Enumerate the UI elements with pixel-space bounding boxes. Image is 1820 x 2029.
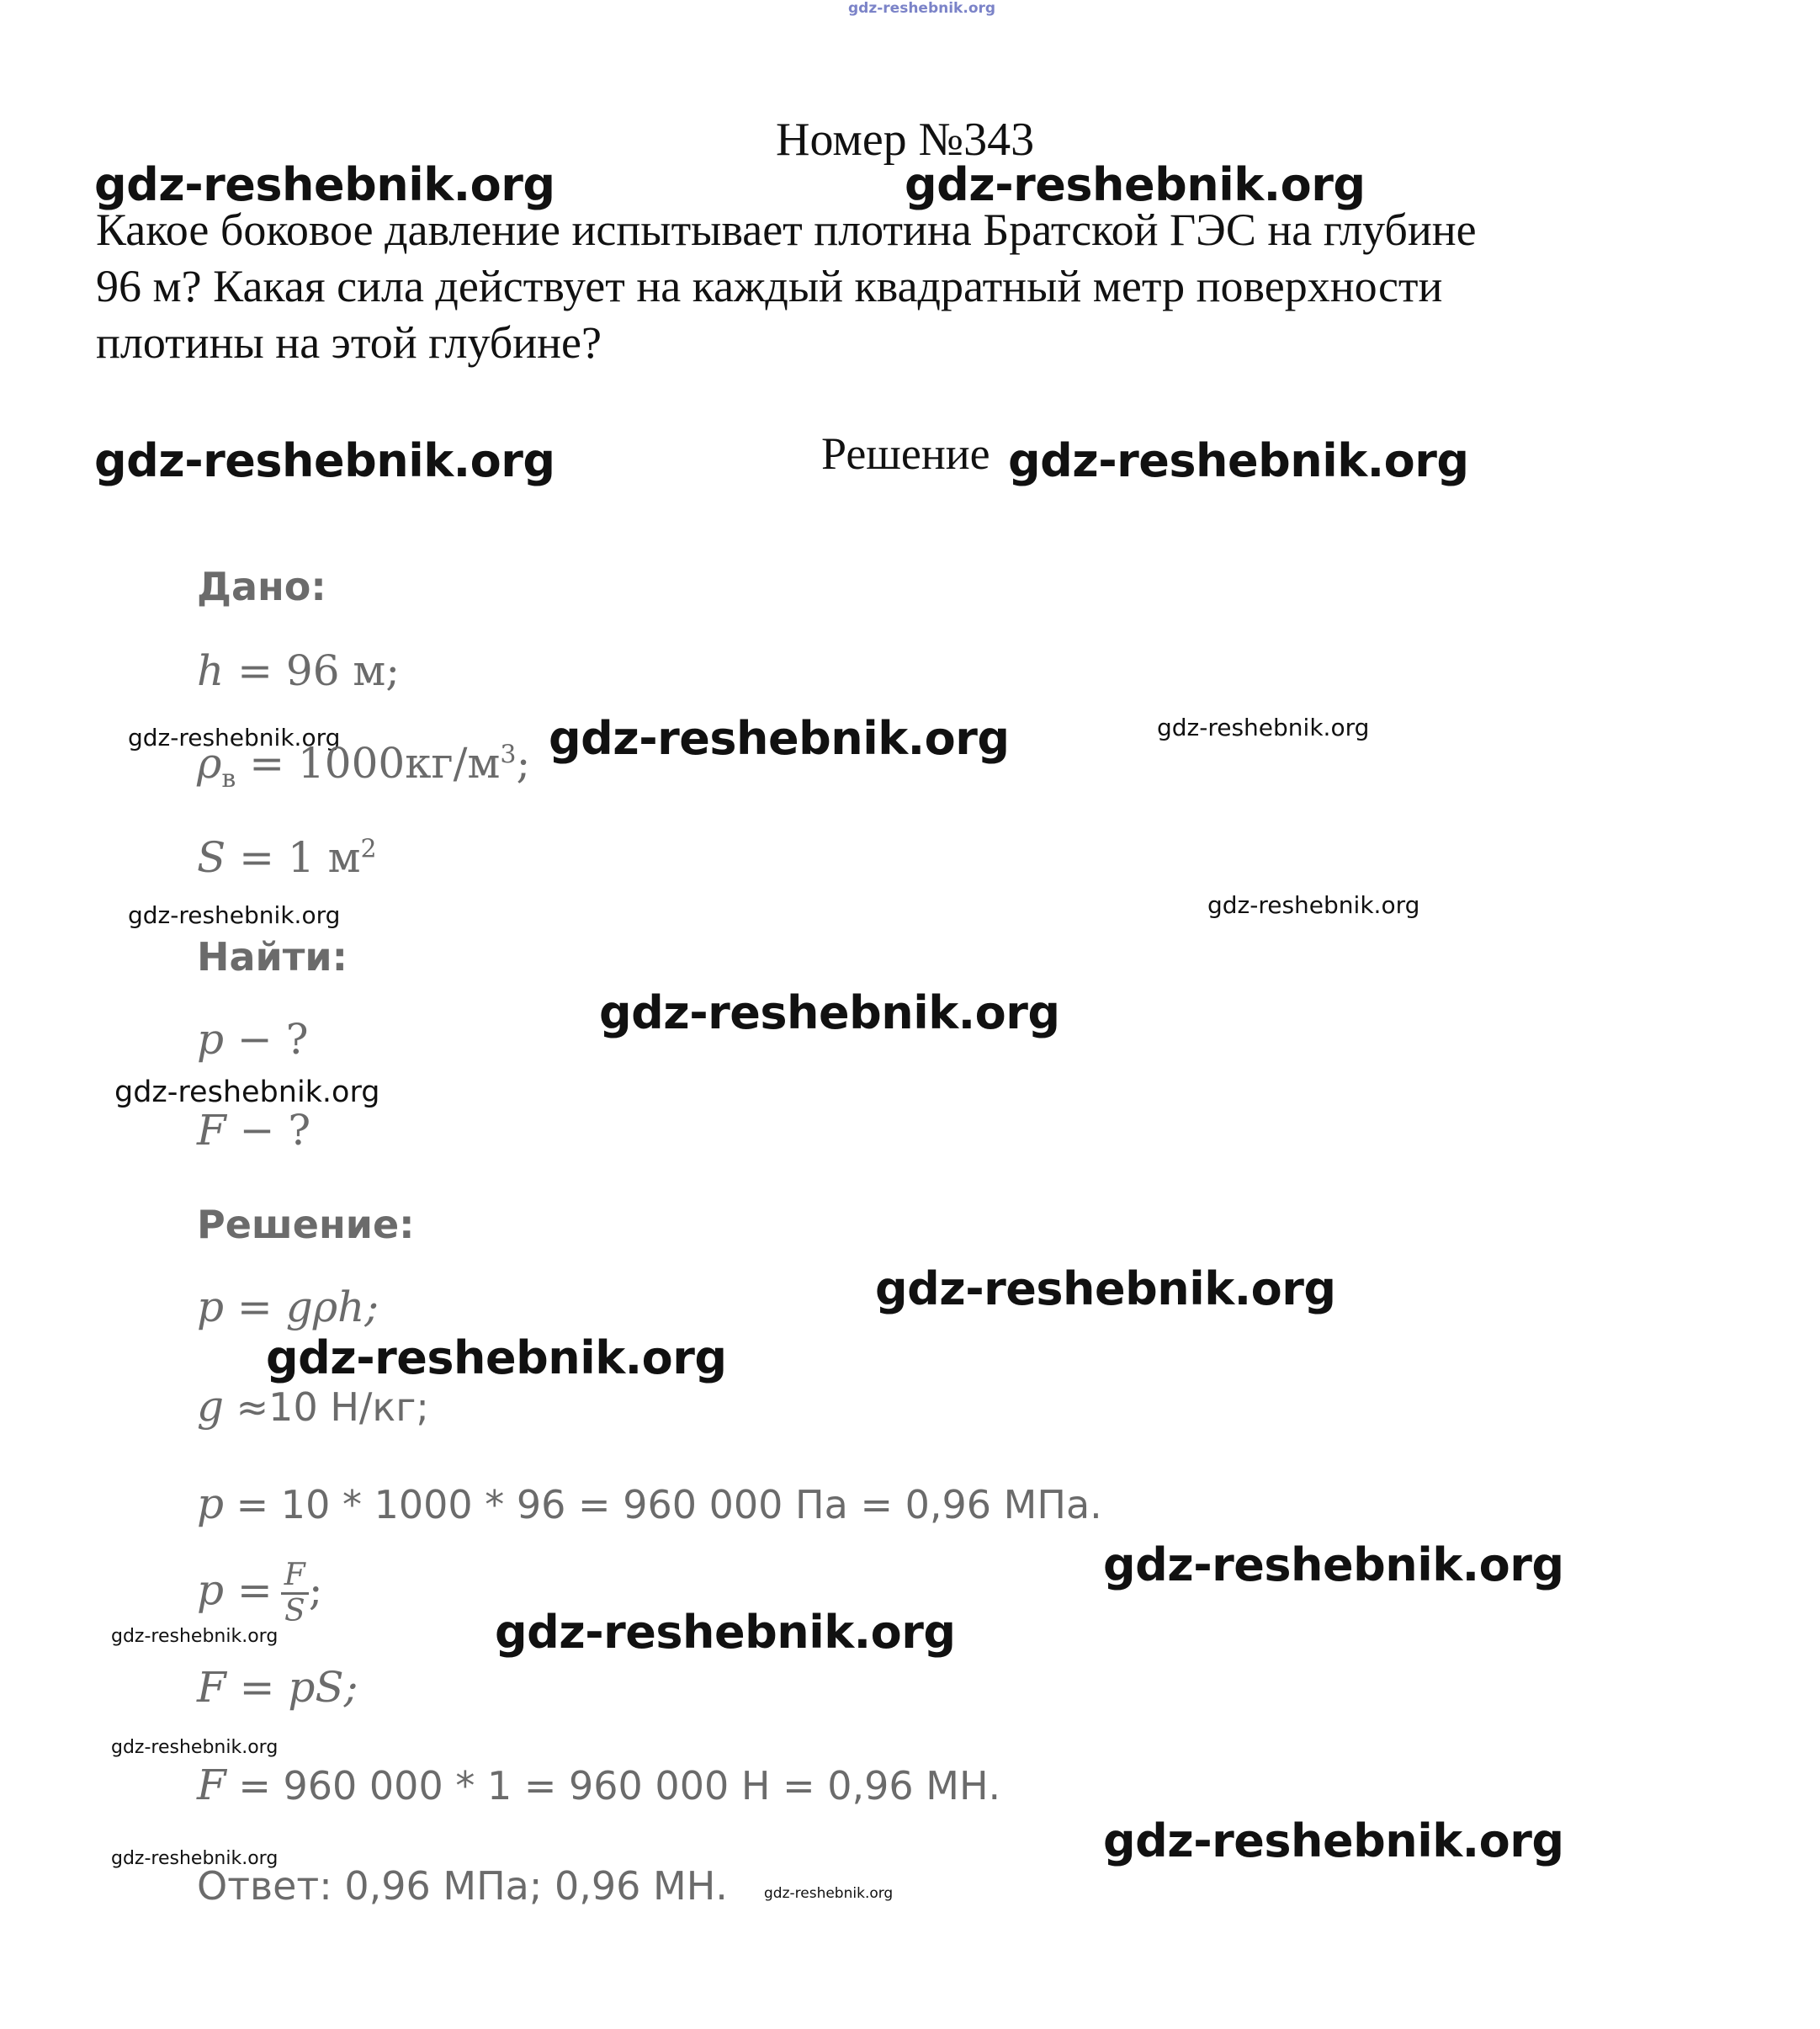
watermark: gdz-reshebnik.org <box>111 1848 279 1869</box>
watermark: gdz-reshebnik.org <box>905 158 1366 211</box>
pressure-calc: = 10 * 1000 * 96 = 960 000 Па = 0,96 МПа. <box>224 1482 1102 1527</box>
fraction-numerator: F <box>281 1559 309 1595</box>
watermark: gdz-reshebnik.org <box>1157 714 1370 741</box>
fraction <box>281 1559 309 1628</box>
watermark: gdz-reshebnik.org <box>94 158 555 211</box>
given-label: Дано: <box>197 564 326 609</box>
symbol-s: S <box>197 833 226 882</box>
watermark: gdz-reshebnik.org <box>1103 1814 1564 1867</box>
page-title: Номер №343 <box>776 114 1035 166</box>
given-s <box>197 833 377 882</box>
given-h-value: = 96 м; <box>224 646 401 695</box>
find-f <box>197 1106 310 1155</box>
watermark: gdz-reshebnik.org <box>266 1331 727 1384</box>
fraction-denominator: S <box>284 1594 305 1628</box>
watermark: gdz-reshebnik.org <box>111 1626 279 1647</box>
find-p-rest: − ? <box>224 1015 309 1064</box>
given-h <box>197 646 400 695</box>
watermark: gdz-reshebnik.org <box>495 1606 956 1659</box>
watermark: gdz-reshebnik.org <box>1008 434 1469 487</box>
watermark: gdz-reshebnik.org <box>114 1076 380 1109</box>
eq-pressure-fraction <box>197 1559 323 1628</box>
answer: Ответ: 0,96 МПа; 0,96 МН. <box>197 1863 728 1909</box>
symbol-p: p <box>197 1015 225 1064</box>
solution-label: Решение: <box>197 1202 415 1247</box>
watermark: gdz-reshebnik.org <box>94 434 555 487</box>
rho-subscript: в <box>221 764 236 794</box>
symbol-h: h <box>197 646 225 695</box>
symbol-g: g <box>197 1382 225 1431</box>
force-calc: = 960 000 * 1 = 960 000 Н = 0,96 МН. <box>226 1763 1001 1809</box>
symbol-rho: ρ <box>197 739 222 788</box>
eq-force-calc <box>197 1761 1000 1809</box>
watermark: gdz-reshebnik.org <box>764 1885 894 1902</box>
rho-end: ; <box>516 739 531 788</box>
symbol-f: F <box>197 1761 226 1809</box>
find-label: Найти: <box>197 934 348 980</box>
watermark: gdz-reshebnik.org <box>1207 891 1420 919</box>
p-equals: p = <box>197 1565 273 1615</box>
rho-exponent: 3 <box>500 740 517 770</box>
symbol-f: F <box>197 1106 226 1155</box>
solution-heading: Решение <box>821 428 990 479</box>
watermark: gdz-reshebnik.org <box>1103 1538 1564 1591</box>
eq-pressure-calc <box>197 1479 1102 1528</box>
given-rho <box>197 739 530 794</box>
watermark: gdz-reshebnik.org <box>549 712 1010 765</box>
question-text: Какое боковое давление испытывает плотина Братской ГЭС на глубине 96 м? Какая сила действует на каждый квадратный метр поверхности плотины на этой глубине? <box>96 204 1477 368</box>
watermark: gdz-reshebnik.org <box>599 986 1060 1039</box>
watermark: gdz-reshebnik.org <box>875 1262 1336 1315</box>
watermark: gdz-reshebnik.org <box>128 901 341 929</box>
watermark: gdz-reshebnik.org <box>128 724 341 752</box>
watermark: gdz-reshebnik.org <box>111 1737 279 1758</box>
s-exponent: 2 <box>360 834 377 864</box>
given-s-value: = 1 м <box>226 833 361 882</box>
find-p <box>197 1015 309 1064</box>
watermark-top: gdz-reshebnik.org <box>848 0 996 17</box>
eq-g-value <box>197 1382 429 1431</box>
given-rho-value: = 1000кг/м <box>236 739 501 788</box>
g-value: ≈10 Н/кг; <box>224 1384 429 1430</box>
eq-force-formula: F = pS; <box>197 1663 358 1712</box>
eq-pressure-formula: p = gρh; <box>197 1283 379 1331</box>
fraction-end: ; <box>308 1565 323 1615</box>
find-f-rest: − ? <box>226 1106 311 1155</box>
symbol-p: p <box>197 1479 225 1528</box>
